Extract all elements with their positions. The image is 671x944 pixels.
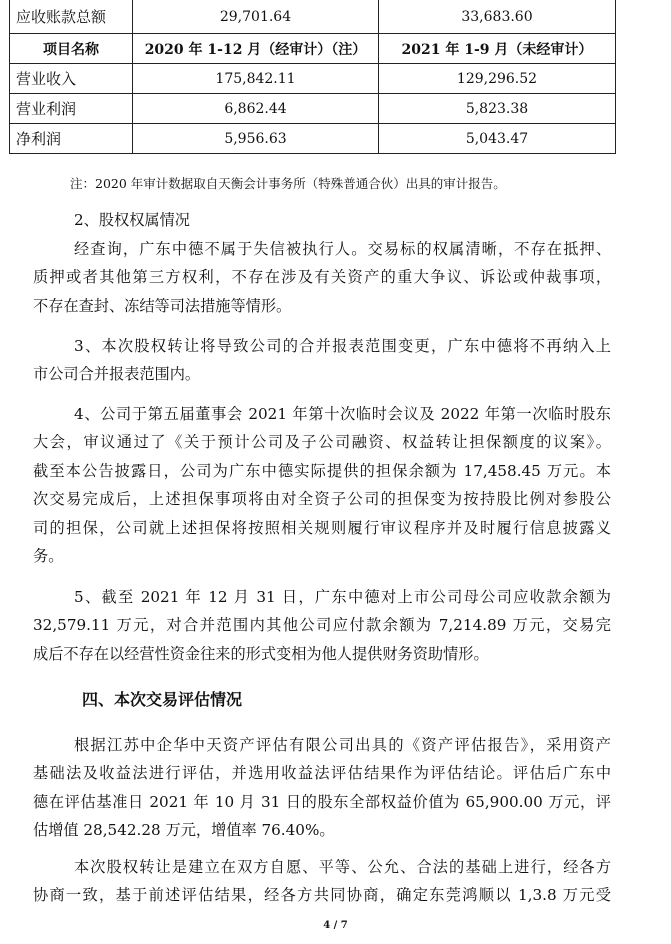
value-2021: 33,683.60 [379,0,616,34]
row-label: 营业收入 [10,64,133,94]
paragraph-consolidation: 3、本次股权转让将导致公司的合并报表范围变更，广东中德将不再纳入上 市公司合并报表范围内。 [33,337,611,384]
table-row-receivables [10,0,616,34]
table-header-row [10,34,616,64]
paragraph-guarantee: 4、公司于第五届董事会 2021 年第十次临时会议及 2022 年第一次临时股东 大会，审议通过了《关于预计公司及子公司融资、权益转让担保额度的议案》。 截至本公告披露日，公司为广东中德实际提供的担保余额为 17,458.45 万元。本 次交易完成后，上述担保事项将由对全资子公司的担保变为按持股比例对参股公 司的担保，公司就上述担保将按照相关规则履行审议程序并及时履行信息披露义 务。 [33,405,611,565]
row-label: 应收账款总额 [10,0,133,34]
header-item-name: 项目名称 [10,34,133,64]
page-number: 4 / 7 [323,920,348,931]
row-label: 净利润 [10,124,133,154]
financial-table [9,0,616,154]
value-2021: 5,823.38 [379,94,616,124]
table-row [10,94,616,124]
value-2020: 5,956.63 [133,124,379,154]
row-label: 营业利润 [10,94,133,124]
paragraph-pricing: 本次股权转让是建立在双方自愿、平等、公允、合法的基础上进行，经各方 协商一致，基于前述评估结果，经各方共同协商，确定东莞鸿顺以 1,3.8 万元受 [33,858,611,905]
value-2021: 129,296.52 [379,64,616,94]
paragraph-ownership: 经查询，广东中德不属于失信被执行人。交易标的权属清晰，不存在抵押、 质押或者其他第三方权利，不存在涉及有关资产的重大争议、诉讼或仲裁事项， 不存在查封、冻结等司法措施等情形。 [33,240,611,315]
table-note: 注：2020 年审计数据取自天衡会计事务所（特殊普通合伙）出具的审计报告。 [70,176,506,191]
value-2020: 6,862.44 [133,94,379,124]
section-title-valuation: 四、本次交易评估情况 [82,690,243,709]
header-2021: 2021 年 1-9 月（未经审计） [379,34,616,64]
value-2020: 29,701.64 [133,0,379,34]
header-2020: 2020 年 1-12 月（经审计）（注） [133,34,379,64]
value-2020: 175,842.11 [133,64,379,94]
table-row [10,64,616,94]
paragraph-receivables: 5、截至 2021 年 12 月 31 日，广东中德对上市公司母公司应收款余额为 32,579.11 万元，对合并范围内其他公司应付款余额为 7,214.89 万元，交易完 成后不存在以经营性资金往来的形式变相为他人提供财务资助情形。 [33,588,611,663]
paragraph-valuation: 根据江苏中企华中天资产评估有限公司出具的《资产评估报告》，采用资产 基础法及收益法进行评估，并选用收益法评估结果作为评估结论。评估后广东中 德在评估基准日 2021 年 10 月 31 日的股东全部权益价值为 65,900.00 万元，评 估增值 28,542.28 万元，增值率 76.40%。 [33,736,611,840]
paragraph-ownership-heading: 2、股权权属情况 [74,211,190,229]
table-row [10,124,616,154]
value-2021: 5,043.47 [379,124,616,154]
